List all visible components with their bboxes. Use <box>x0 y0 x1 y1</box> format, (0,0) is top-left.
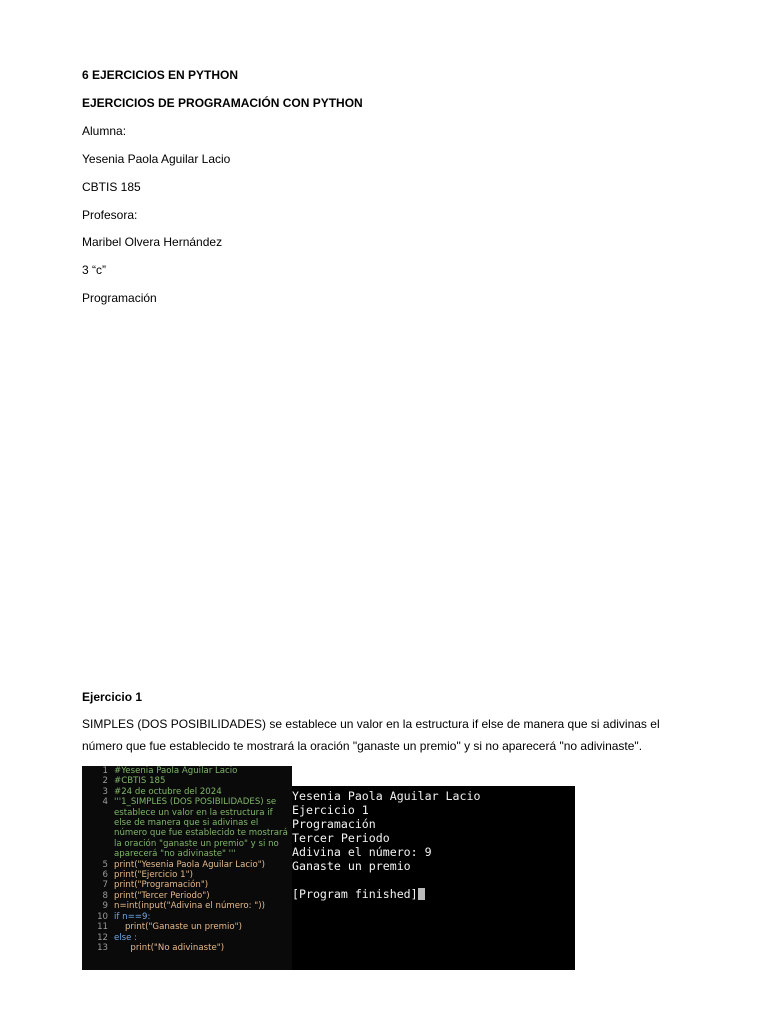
code-line <box>82 901 292 911</box>
code-line <box>82 933 292 943</box>
code-line <box>82 870 292 880</box>
code-text: else : <box>114 932 138 943</box>
code-line <box>82 860 292 870</box>
subject-name: Programación <box>82 291 157 305</box>
terminal-line <box>292 859 575 873</box>
code-text: print("Tercer Periodo") <box>114 890 210 901</box>
terminal-text: Tercer Periodo <box>292 831 390 845</box>
line-number: 5 <box>102 859 108 870</box>
code-text: n=int(input("Adivina el número: ")) <box>114 901 265 912</box>
line-number: 7 <box>102 880 108 891</box>
code-text: print("Programación") <box>114 880 209 891</box>
code-line <box>82 912 292 922</box>
line-number: 2 <box>102 776 108 787</box>
terminal-text: Ejercicio 1 <box>292 803 369 817</box>
terminal-text: Adivina el número: 9 <box>292 845 432 859</box>
alumna-name: Yesenia Paola Aguilar Lacio <box>82 152 231 166</box>
terminal-text: Ganaste un premio <box>292 859 411 873</box>
line-number: 6 <box>102 870 108 881</box>
code-line <box>82 776 292 786</box>
terminal-line <box>292 887 575 901</box>
code-editor-screenshot <box>82 766 292 970</box>
exercise-heading: Ejercicio 1 <box>82 690 143 704</box>
code-text: #24 de octubre del 2024 <box>114 786 222 797</box>
line-number: 10 <box>97 911 108 922</box>
code-text: #CBTIS 185 <box>114 776 166 787</box>
terminal-cursor <box>418 888 425 900</box>
terminal-line <box>292 789 575 803</box>
terminal-text: [Program finished] <box>292 887 418 901</box>
code-line <box>82 880 292 890</box>
code-text: print("No adivinaste") <box>114 942 225 953</box>
line-number: 8 <box>102 890 108 901</box>
line-number: 3 <box>102 786 108 797</box>
line-number: 1 <box>102 766 108 776</box>
profesora-name: Maribel Olvera Hernández <box>82 235 223 249</box>
terminal-line <box>292 873 575 887</box>
terminal-text: Programación <box>292 817 376 831</box>
code-line <box>82 943 292 953</box>
profesora-label: Profesora: <box>82 208 138 222</box>
group-label: 3 “c” <box>82 263 106 277</box>
school-name: CBTIS 185 <box>82 180 141 194</box>
code-text: print("Yesenia Paola Aguilar Lacio") <box>114 859 266 870</box>
code-line <box>82 787 292 797</box>
alumna-label: Alumna: <box>82 124 127 138</box>
line-number: 12 <box>97 932 108 943</box>
line-number: 11 <box>97 922 108 933</box>
document-subtitle: EJERCICIOS DE PROGRAMACIÓN CON PYTHON <box>82 96 363 110</box>
line-number: 9 <box>102 901 108 912</box>
terminal-output-screenshot <box>292 786 575 970</box>
code-text: if n==9: <box>114 911 151 922</box>
terminal-line <box>292 817 575 831</box>
exercise-description: SIMPLES (DOS POSIBILIDADES) se establece un valor en la estructura if else de manera que si adivinas el número que fue establecido te mostrará la oración "ganaste un premio" y si no aparecerá "no adivinaste". <box>82 717 660 753</box>
code-line <box>82 922 292 932</box>
terminal-line <box>292 845 575 859</box>
code-line <box>82 766 292 776</box>
line-number: 13 <box>97 942 108 953</box>
terminal-line <box>292 831 575 845</box>
terminal-line <box>292 803 575 817</box>
code-text: '''1_SIMPLES (DOS POSIBILIDADES) se establece un valor en la estructura if else de manera que si adivinas el número que fue establecido te mostrará la oración "ganaste un premio" y si no aparecerá "no adivinaste" ''' <box>114 797 291 860</box>
code-text: print("Ganaste un premio") <box>114 922 242 933</box>
code-line <box>82 891 292 901</box>
line-number: 4 <box>102 797 108 808</box>
terminal-text: Yesenia Paola Aguilar Lacio <box>292 789 481 803</box>
code-text: #Yesenia Paola Aguilar Lacio <box>114 766 238 776</box>
code-text: print("Ejercicio 1") <box>114 870 193 881</box>
code-line <box>82 797 292 859</box>
document-title: 6 EJERCICIOS EN PYTHON <box>82 68 239 82</box>
